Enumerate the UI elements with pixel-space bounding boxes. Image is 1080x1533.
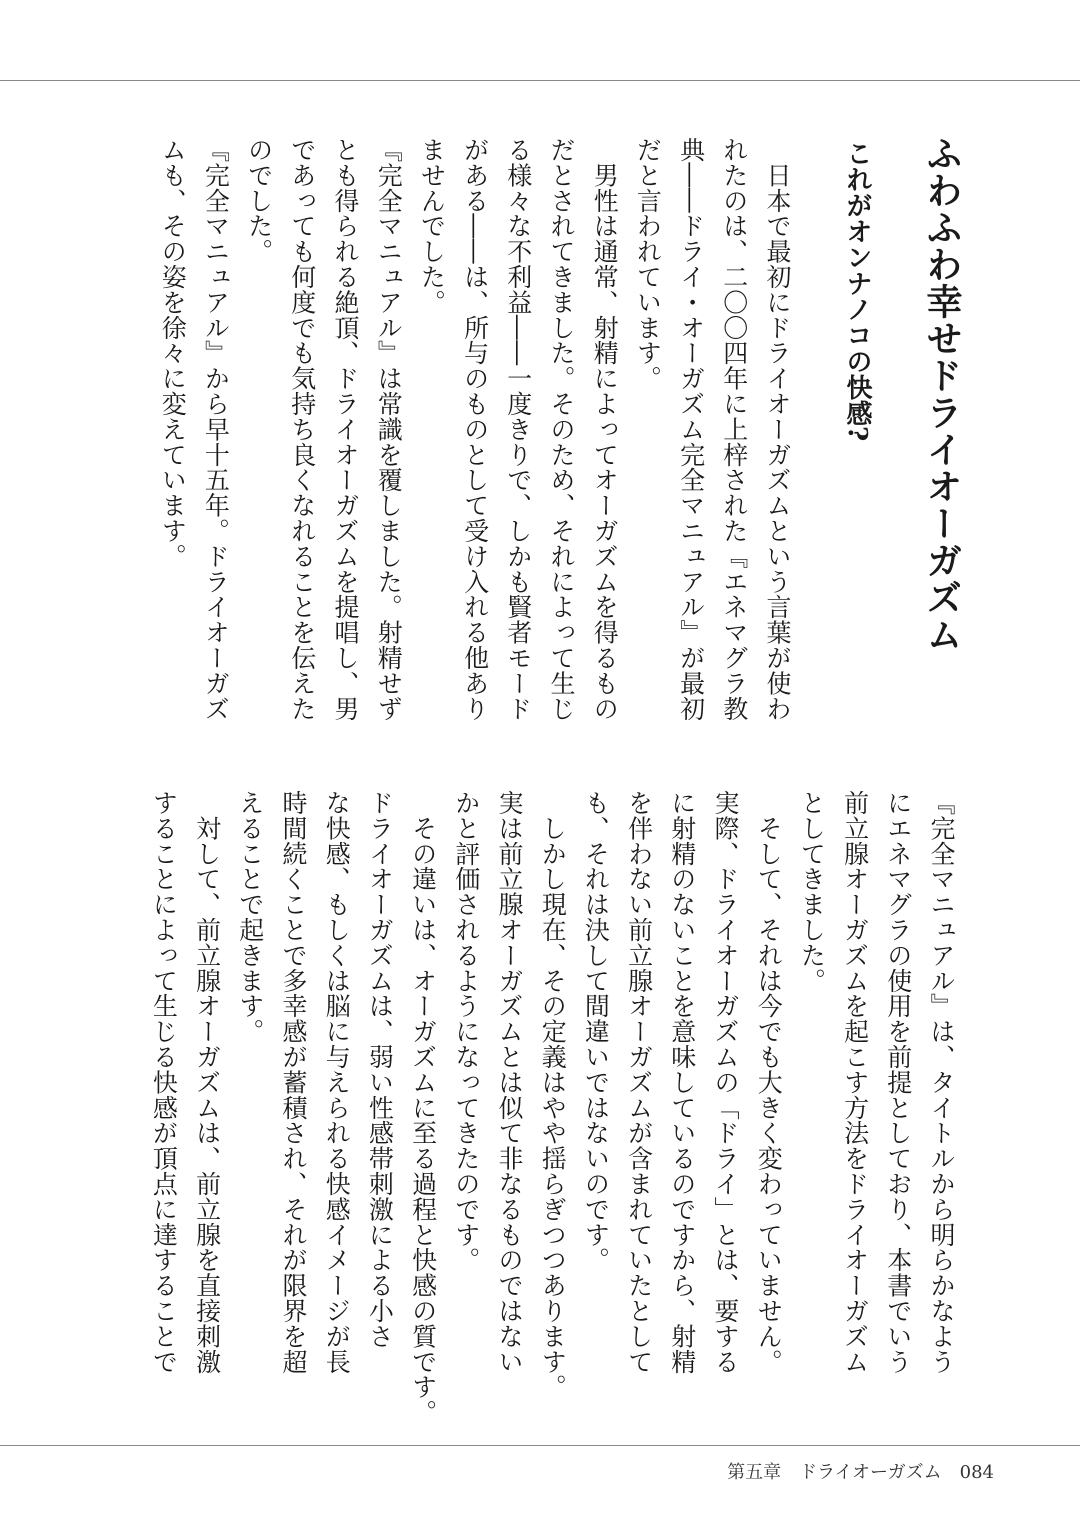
- text-column: にエネマグラの使用を前提としており、本書でいう: [883, 790, 913, 1375]
- text-column: 時間続くことで多幸感が蓄積され、それが限界を超: [279, 790, 308, 1375]
- text-column: 前立腺オーガズムを起こす方法をドライオーガズム: [840, 790, 870, 1375]
- text-column: 実は前立腺オーガズムとは似て非なるものではない: [495, 790, 524, 1375]
- text-column: のでした。: [244, 137, 274, 264]
- text-column: 『完全マニュアル』は常識を覆しました。射精せず: [374, 137, 404, 722]
- text-column: を伴わない前立腺オーガズムが含まれていたとして: [624, 790, 654, 1375]
- text-column: することによって生じる快感が頂点に達することで: [149, 790, 179, 1375]
- text-column: であっても何度でも気持ち良くなれることを伝えた: [287, 137, 317, 722]
- text-column: としてきました。: [797, 790, 827, 994]
- text-column: 日本で最初にドライオーガズムという言葉が使わ: [763, 137, 792, 722]
- footer-rule: [0, 1445, 1080, 1446]
- text-column: だとされてきました。そのため、それによって生じ: [547, 137, 576, 722]
- header-rule: [0, 80, 1080, 81]
- page-title: ふわふわ幸せドライオーガズム: [921, 135, 963, 653]
- text-column: に射精のないことを意味しているのですから、射精: [667, 790, 697, 1375]
- chapter-label: 第五章 ドライオーガズム: [727, 1462, 942, 1483]
- text-column: 『完全マニュアル』から早十五年。ドライオーガズ: [201, 137, 231, 722]
- text-column: ドライオーガズムは、弱い性感帯刺激による小さ: [365, 790, 395, 1349]
- text-column: な快感、もしくは脳に与えられる快感イメージが長: [322, 790, 352, 1375]
- text-column: 男性は通常、射精によってオーガズムを得るもの: [590, 137, 620, 722]
- text-column: がある――は、所与のものとして受け入れる他あり: [460, 137, 490, 722]
- running-footer: [727, 1458, 994, 1484]
- text-column: れたのは、二〇〇四年に上梓された『エネマグラ教: [719, 137, 749, 722]
- page-subtitle: これがオンナノコの快感?: [842, 140, 872, 442]
- text-column: る様々な不利益――一度きりで、しかも賢者モード: [503, 137, 533, 722]
- text-column: も、それは決して間違いではないのです。: [581, 790, 611, 1273]
- text-column: えることで起きます。: [235, 790, 265, 1044]
- text-column: かと評価されるようになってきたのです。: [451, 790, 481, 1273]
- text-column: 典――ドライ・オーガズム完全マニュアル』が最初: [676, 137, 706, 722]
- text-column: 実際、ドライオーガズムの「ドライ」とは、要する: [711, 790, 740, 1375]
- page-number: 084: [959, 1462, 994, 1483]
- text-column: その違いは、オーガズムに至る過程と快感の質です。: [408, 790, 438, 1425]
- text-column: ませんでした。: [417, 137, 447, 315]
- text-column: しかし現在、その定義はやや揺らぎつつあります。: [538, 790, 568, 1400]
- text-column: そして、それは今でも大きく変わっていません。: [754, 790, 784, 1375]
- text-column: とも得られる絶頂、ドライオーガズムを提唱し、男: [331, 137, 360, 722]
- text-column: 『完全マニュアル』は、タイトルから明らかなよう: [927, 790, 956, 1375]
- text-column: だと言われています。: [633, 137, 663, 391]
- text-column: 対して、前立腺オーガズムは、前立腺を直接刺激: [192, 790, 222, 1375]
- text-column: ムも、その姿を徐々に変えています。: [158, 137, 188, 569]
